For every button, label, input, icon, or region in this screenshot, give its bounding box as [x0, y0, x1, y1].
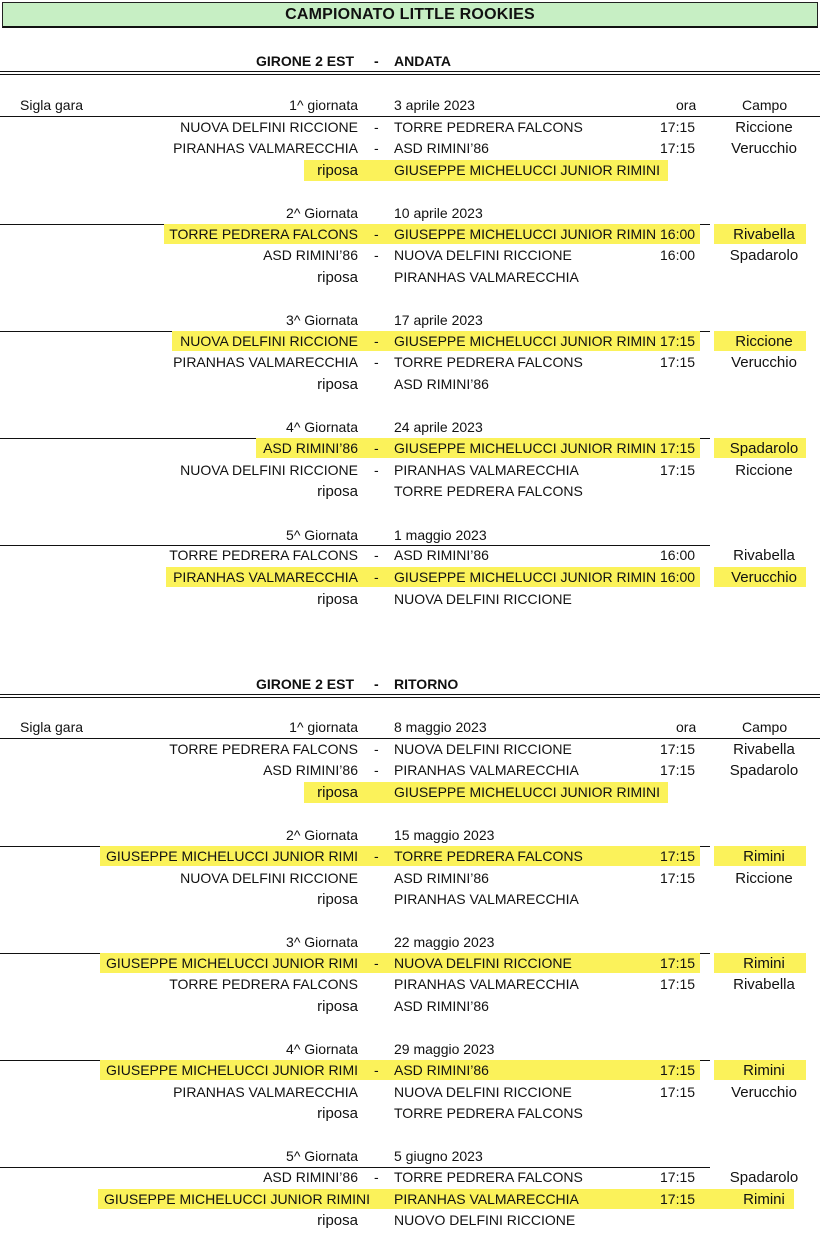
match-dash: -: [374, 848, 379, 864]
away-team: PIRANHAS VALMARECCHIA: [394, 762, 579, 778]
match-dash: -: [374, 955, 379, 971]
home-team: GIUSEPPE MICHELUCCI JUNIOR RIMINI: [103, 1191, 370, 1207]
match-field: Verucchio: [731, 1084, 797, 1101]
riposa-label: riposa: [317, 269, 358, 286]
match-field: Rimini: [743, 1062, 785, 1079]
match-field: Rivabella: [733, 741, 795, 758]
away-team: NUOVA DELFINI RICCIONE: [394, 1084, 572, 1100]
resting-team: TORRE PEDRERA FALCONS: [394, 1105, 583, 1121]
home-team: ASD RIMINI’86: [263, 247, 358, 263]
home-team: PIRANHAS VALMARECCHIA: [173, 354, 358, 370]
match-time: 17:15: [660, 140, 696, 156]
campo-header: Campo: [742, 97, 788, 113]
match-field: Rivabella: [733, 226, 795, 243]
away-team: GIUSEPPE MICHELUCCI JUNIOR RIMIN: [394, 226, 657, 242]
match-time: 17:15: [660, 848, 696, 864]
match-row: [0, 846, 820, 867]
resting-team: ASD RIMINI’86: [394, 376, 489, 392]
match-time: 17:15: [660, 1062, 696, 1078]
match-time: 16:00: [660, 247, 696, 263]
match-time: 17:15: [660, 1169, 696, 1185]
match-dash: -: [374, 354, 379, 370]
away-team: TORRE PEDRERA FALCONS: [394, 354, 583, 370]
giornata-date: 1 maggio 2023: [394, 527, 487, 543]
sigla-header: Sigla gara: [20, 719, 84, 735]
match-field: Riccione: [735, 119, 793, 136]
match-field: Rimini: [743, 955, 785, 972]
match-field: Spadarolo: [729, 440, 799, 457]
match-time: 17:15: [660, 1191, 696, 1207]
match-row: [0, 760, 820, 781]
home-team: GIUSEPPE MICHELUCCI JUNIOR RIMI: [105, 955, 358, 971]
home-team: GIUSEPPE MICHELUCCI JUNIOR RIMI: [105, 1062, 358, 1078]
match-row: [0, 245, 820, 266]
home-team: NUOVA DELFINI RICCIONE: [180, 462, 358, 478]
home-team: ASD RIMINI’86: [263, 762, 358, 778]
match-time: 17:15: [660, 440, 696, 456]
away-team: ASD RIMINI’86: [394, 1062, 489, 1078]
giornata-date: 29 maggio 2023: [394, 1041, 495, 1057]
match-dash: -: [374, 1169, 379, 1185]
giornata-label: 4^ Giornata: [286, 1041, 358, 1057]
away-team: ASD RIMINI’86: [394, 870, 489, 886]
giornata-label: 5^ Giornata: [286, 1148, 358, 1164]
ora-header: ora: [676, 97, 697, 113]
match-row: [0, 567, 820, 588]
home-team: PIRANHAS VALMARECCHIA: [173, 569, 358, 585]
match-field: Verucchio: [731, 354, 797, 371]
away-team: GIUSEPPE MICHELUCCI JUNIOR RIMIN: [394, 333, 657, 349]
match-row: [0, 1167, 820, 1188]
giornata-date: 8 maggio 2023: [394, 719, 487, 735]
match-time: 17:15: [660, 462, 696, 478]
match-time: 17:15: [660, 976, 696, 992]
match-dash: -: [374, 1062, 379, 1078]
match-time: 17:15: [660, 119, 696, 135]
giornata-label: 2^ Giornata: [286, 205, 358, 221]
home-team: TORRE PEDRERA FALCONS: [169, 741, 358, 757]
match-row: [0, 545, 820, 566]
giornata-header: [0, 1146, 820, 1167]
away-team: ASD RIMINI’86: [394, 547, 489, 563]
riposa-label: riposa: [317, 784, 358, 801]
home-team: NUOVA DELFINI RICCIONE: [180, 870, 358, 886]
match-field: Rivabella: [733, 976, 795, 993]
away-team: TORRE PEDRERA FALCONS: [394, 119, 583, 135]
rest-row: [0, 160, 820, 181]
girone-label: GIRONE 2 EST: [255, 676, 354, 692]
giornata-date: 5 giugno 2023: [394, 1148, 483, 1164]
riposa-label: riposa: [317, 891, 358, 908]
giornata-date: 3 aprile 2023: [394, 97, 475, 113]
match-row: [0, 352, 820, 373]
match-row: [0, 331, 820, 352]
home-team: PIRANHAS VALMARECCHIA: [173, 140, 358, 156]
match-row: [0, 953, 820, 974]
giornata-label: 3^ Giornata: [286, 312, 358, 328]
giornata-header: [0, 825, 820, 846]
giornata-date: 17 aprile 2023: [394, 312, 483, 328]
giornata-label: 4^ Giornata: [286, 419, 358, 435]
match-dash: -: [374, 547, 379, 563]
match-dash: -: [374, 119, 379, 135]
match-row: [0, 1189, 820, 1210]
riposa-label: riposa: [317, 162, 358, 179]
match-field: Spadarolo: [729, 247, 799, 264]
match-time: 17:15: [660, 870, 696, 886]
riposa-label: riposa: [317, 591, 358, 608]
away-team: GIUSEPPE MICHELUCCI JUNIOR RIMIN: [394, 569, 657, 585]
giornata-label: 2^ Giornata: [286, 827, 358, 843]
resting-team: NUOVO DELFINI RICCIONE: [394, 1212, 576, 1228]
resting-team: GIUSEPPE MICHELUCCI JUNIOR RIMINI: [394, 162, 660, 178]
giornata-label: 1^ giornata: [289, 97, 358, 113]
home-team: TORRE PEDRERA FALCONS: [169, 976, 358, 992]
away-team: NUOVA DELFINI RICCIONE: [394, 955, 572, 971]
home-team: PIRANHAS VALMARECCHIA: [173, 1084, 358, 1100]
giornata-header: [0, 932, 820, 953]
home-team: NUOVA DELFINI RICCIONE: [180, 333, 358, 349]
rest-row: [0, 1210, 820, 1231]
giornata-header: [0, 525, 820, 546]
away-team: ASD RIMINI’86: [394, 140, 489, 156]
divider: [0, 74, 820, 75]
match-dash: -: [374, 462, 379, 478]
away-team: PIRANHAS VALMARECCHIA: [394, 462, 579, 478]
match-time: 16:00: [660, 226, 696, 242]
phase-label: ANDATA: [394, 53, 452, 69]
away-team: NUOVA DELFINI RICCIONE: [394, 247, 572, 263]
riposa-label: riposa: [317, 1105, 358, 1122]
away-team: NUOVA DELFINI RICCIONE: [394, 741, 572, 757]
divider: [0, 71, 820, 72]
resting-team: GIUSEPPE MICHELUCCI JUNIOR RIMINI: [394, 784, 660, 800]
match-row: [0, 138, 820, 159]
match-field: Verucchio: [731, 569, 797, 586]
sigla-header: Sigla gara: [20, 97, 84, 113]
resting-team: PIRANHAS VALMARECCHIA: [394, 269, 579, 285]
away-team: GIUSEPPE MICHELUCCI JUNIOR RIMIN: [394, 440, 657, 456]
match-row: [0, 1082, 820, 1103]
match-time: 16:00: [660, 547, 696, 563]
match-time: 17:15: [660, 741, 696, 757]
match-dash: -: [374, 226, 379, 242]
resting-team: TORRE PEDRERA FALCONS: [394, 483, 583, 499]
header-dash: -: [374, 53, 379, 69]
ora-header: ora: [676, 719, 697, 735]
match-time: 17:15: [660, 354, 696, 370]
giornata-date: 15 maggio 2023: [394, 827, 495, 843]
home-team: TORRE PEDRERA FALCONS: [169, 547, 358, 563]
away-team: TORRE PEDRERA FALCONS: [394, 848, 583, 864]
giornata-label: 1^ giornata: [289, 719, 358, 735]
match-row: [0, 739, 820, 760]
giornata-date: 10 aprile 2023: [394, 205, 483, 221]
giornata-label: 3^ Giornata: [286, 934, 358, 950]
home-team: GIUSEPPE MICHELUCCI JUNIOR RIMI: [105, 848, 358, 864]
match-time: 17:15: [660, 333, 696, 349]
match-field: Rimini: [743, 848, 785, 865]
divider: [0, 694, 820, 695]
riposa-label: riposa: [317, 376, 358, 393]
match-field: Spadarolo: [729, 1169, 799, 1186]
match-field: Verucchio: [731, 140, 797, 157]
match-dash: -: [374, 440, 379, 456]
resting-team: PIRANHAS VALMARECCHIA: [394, 891, 579, 907]
girone-label: GIRONE 2 EST: [255, 53, 354, 69]
rest-row: [0, 481, 820, 502]
match-field: Rimini: [743, 1191, 785, 1208]
match-time: 16:00: [660, 569, 696, 585]
rest-row: [0, 1103, 820, 1124]
page-title: CAMPIONATO LITTLE ROOKIES: [2, 2, 818, 28]
match-row: [0, 974, 820, 995]
match-dash: -: [374, 741, 379, 757]
match-field: Riccione: [735, 870, 793, 887]
riposa-label: riposa: [317, 483, 358, 500]
match-dash: -: [374, 247, 379, 263]
campo-header: Campo: [742, 719, 788, 735]
ritorno-header: [0, 676, 820, 696]
divider: [0, 697, 820, 698]
match-field: Rivabella: [733, 547, 795, 564]
home-team: NUOVA DELFINI RICCIONE: [180, 119, 358, 135]
giornata-date: 24 aprile 2023: [394, 419, 483, 435]
rest-row: [0, 267, 820, 288]
rest-row: [0, 996, 820, 1017]
resting-team: ASD RIMINI’86: [394, 998, 489, 1014]
rest-row: [0, 782, 820, 803]
match-dash: -: [374, 140, 379, 156]
giornata-header: [0, 310, 820, 331]
resting-team: NUOVA DELFINI RICCIONE: [394, 591, 572, 607]
match-time: 17:15: [660, 955, 696, 971]
match-row: [0, 1060, 820, 1081]
away-team: TORRE PEDRERA FALCONS: [394, 1169, 583, 1185]
home-team: ASD RIMINI’86: [263, 1169, 358, 1185]
andata-header: [0, 53, 820, 73]
phase-label: RITORNO: [394, 676, 459, 692]
table-header: [0, 717, 820, 738]
match-row: [0, 868, 820, 889]
match-row: [0, 117, 820, 138]
match-time: 17:15: [660, 762, 696, 778]
giornata-header: [0, 417, 820, 438]
header-dash: -: [374, 676, 379, 692]
match-row: [0, 438, 820, 459]
match-dash: -: [374, 762, 379, 778]
giornata-header: [0, 203, 820, 224]
away-team: PIRANHAS VALMARECCHIA: [394, 1191, 579, 1207]
match-dash: -: [374, 333, 379, 349]
giornata-header: [0, 1039, 820, 1060]
match-row: [0, 460, 820, 481]
rest-row: [0, 889, 820, 910]
giornata-date: 22 maggio 2023: [394, 934, 495, 950]
home-team: ASD RIMINI’86: [263, 440, 358, 456]
match-field: Riccione: [735, 333, 793, 350]
match-field: Riccione: [735, 462, 793, 479]
riposa-label: riposa: [317, 1212, 358, 1229]
table-header: [0, 95, 820, 116]
away-team: PIRANHAS VALMARECCHIA: [394, 976, 579, 992]
match-dash: -: [374, 569, 379, 585]
rest-row: [0, 589, 820, 610]
riposa-label: riposa: [317, 998, 358, 1015]
match-time: 17:15: [660, 1084, 696, 1100]
match-field: Spadarolo: [729, 762, 799, 779]
giornata-label: 5^ Giornata: [286, 527, 358, 543]
home-team: TORRE PEDRERA FALCONS: [169, 226, 358, 242]
match-row: [0, 224, 820, 245]
rest-row: [0, 374, 820, 395]
